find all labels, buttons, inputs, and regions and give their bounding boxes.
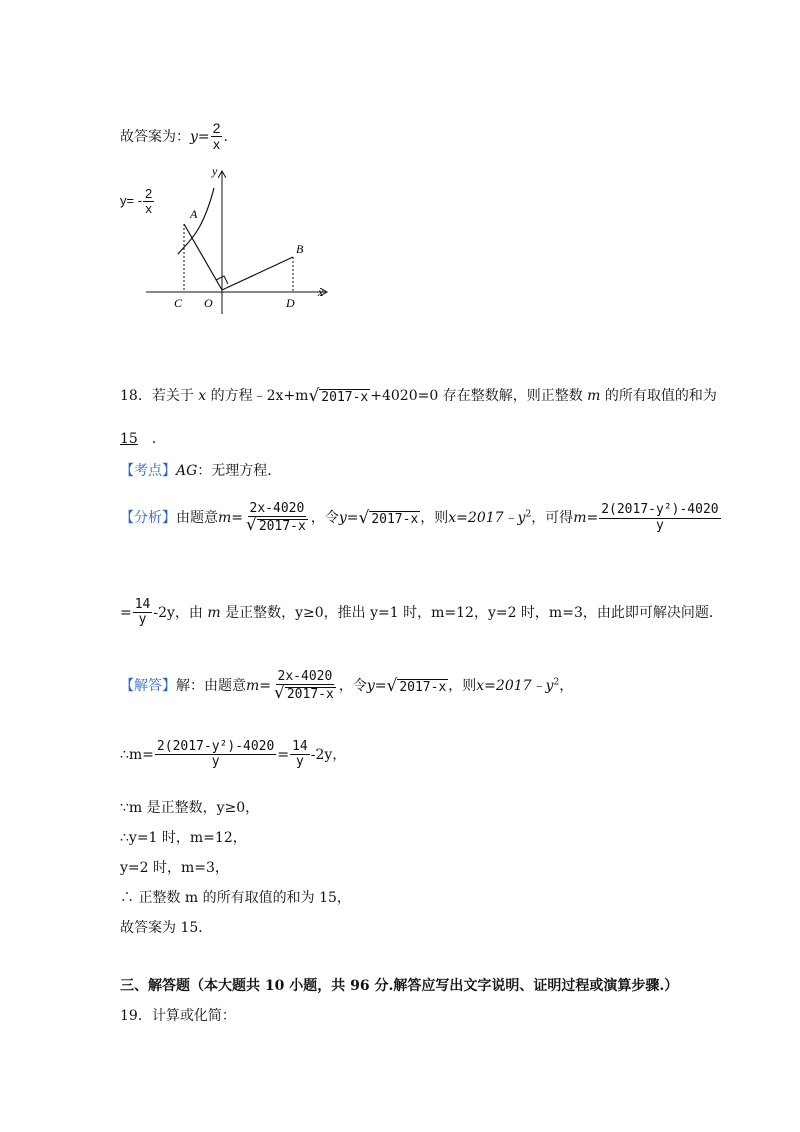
label-O: O [204, 296, 213, 310]
jieda-line5: y=2 时，m=3， [120, 860, 229, 876]
jieda-line6: ∴ 正整数 m 的所有取值的和为 15， [120, 890, 351, 906]
q19-title: 19．计算或化简： [120, 1008, 236, 1024]
curve-label: y= - $\frac{2}{x}$ [120, 186, 153, 217]
label-D: D [286, 296, 295, 310]
jieda-fraction-3: $\frac{14}{y}$ [292, 739, 308, 770]
fenxi-line1: 【分析】由题意m= 2x-4020 √ 2017-x ，令y= √ 2017-x ，则$x=2017﹣y^2$，可得m= $\frac{\text{2(2017-y²)-4020}}{y}$ [120, 501, 719, 536]
section3-heading: 三、解答题（本大题共 10 小题，共 96 分.解答应写出文字说明、证明过程或演算步骤.） [120, 978, 679, 994]
jieda-line3: ∵m 是正整数，y≥0， [120, 800, 260, 816]
jieda-fraction-2: $\frac{\text{2(2017-y²)-4020}}{y}$ [156, 739, 275, 770]
answer-y: y= [190, 128, 210, 145]
fenxi-fraction-2: $\frac{\text{2(2017-y²)-4020}}{y}$ [601, 502, 719, 533]
q18-stem: 18．若关于 x 的方程﹣2x+m √ 2017-x +4020=0 存在整数解，则正整数 m 的所有取值的和为 [120, 385, 717, 406]
answer-prefix: 故答案为： [120, 128, 190, 145]
jieda-line1: 【解答】解：由题意m= 2x-4020 √ 2017-x ，令y= √ 2017-x ，则$x=2017﹣y^2$， [120, 669, 574, 704]
fenxi-fraction-1: 2x-4020 √ 2017-x [246, 501, 306, 536]
fenxi-fraction-3: $\frac{14}{y}$ [134, 597, 151, 628]
label-x: x [318, 285, 324, 299]
label-C: C [174, 296, 183, 310]
segment-OB [222, 257, 293, 290]
kaodian: 【考点】AG：无理方程． [120, 463, 282, 479]
fenxi-line2: = $\frac{14}{y}$ -2y，由 m 是正整数，y≥0，推出 y=1 时，m=12，y=2 时，m=3，由此即可解决问题． [120, 597, 723, 628]
label-A: A [190, 207, 198, 221]
kaodian-tag: 【考点】 [120, 463, 176, 479]
jieda-fraction-1: 2x-4020 √ 2017-x [274, 669, 334, 704]
jieda-tag: 【解答】 [120, 678, 176, 695]
q18-blank: 15 ． [120, 431, 166, 447]
graph-figure [118, 162, 333, 326]
jieda-line2: ∴m= $\frac{\text{2(2017-y²)-4020}}{y}$ = $\frac{14}{y}$ -2y， [120, 739, 347, 770]
answer-fraction: $\frac{2}{x}$ [212, 120, 221, 153]
jieda-line4: ∴y=1 时，m=12， [120, 830, 247, 846]
label-B: B [296, 242, 304, 256]
stem-sqrt: √ 2017-x [308, 385, 369, 406]
fenxi-tag: 【分析】 [120, 510, 176, 527]
q17-answer: 故答案为：y= $\frac{2}{x}$ . [120, 120, 228, 153]
jieda-line7: 故答案为 15． [120, 920, 213, 936]
label-y: y [212, 164, 218, 178]
